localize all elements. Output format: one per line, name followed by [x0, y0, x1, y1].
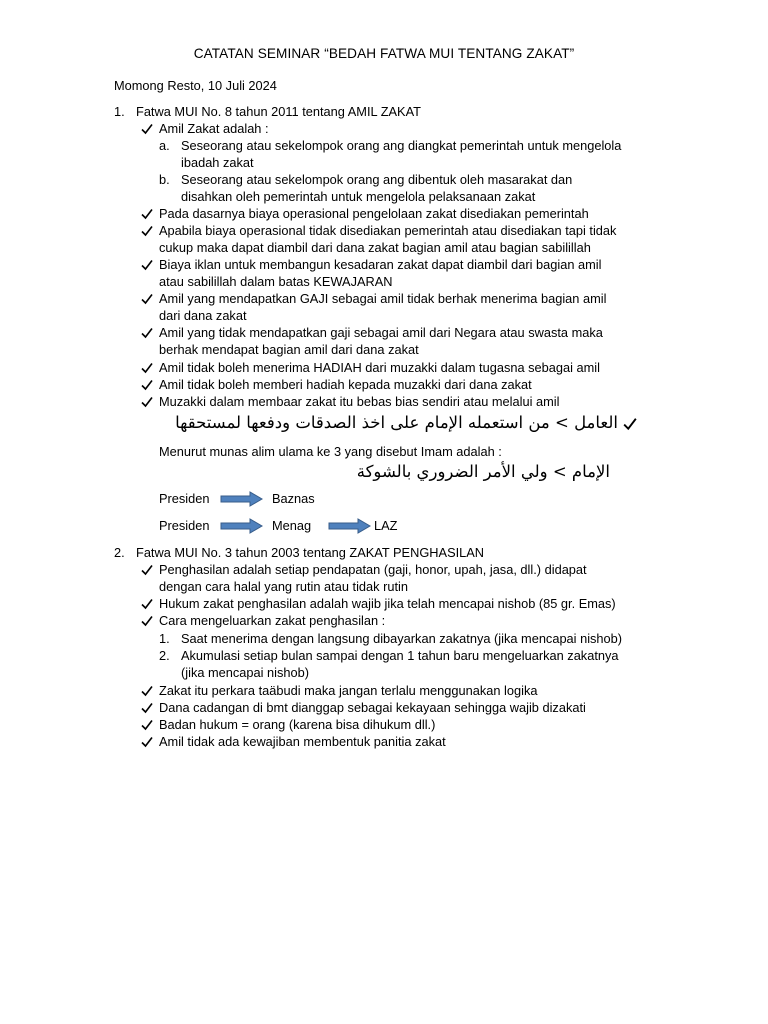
list-item-text: ibadah zakat — [181, 155, 254, 170]
list-marker-b: b. — [159, 172, 170, 187]
checkmark-icon — [141, 123, 153, 135]
bullet-text: Amil tidak boleh menerima HADIAH dari muzakki dalam tugasna sebagai amil — [159, 360, 600, 375]
section-1-number: 1. — [114, 104, 125, 119]
bullet-text: atau sabilillah dalam batas KEWAJARAN — [159, 274, 393, 289]
checkmark-icon — [141, 598, 153, 610]
bullet-text: Dana cadangan di bmt dianggap sebagai kekayaan sehingga wajib dizakati — [159, 700, 586, 715]
list-item-text: disahkan oleh pemerintah untuk mengelola pelaksanaan zakat — [181, 189, 536, 204]
flow-node-baznas: Baznas — [272, 491, 315, 506]
bullet-text: Amil yang tidak mendapatkan gaji sebagai amil dari Negara atau swasta maka — [159, 325, 603, 340]
arabic-definition-amil: العامل > من استعمله الإمام على اخذ الصدقات ودفعها لمستحقها — [175, 413, 618, 432]
checkmark-icon — [141, 259, 153, 271]
flow-node-menag: Menag — [272, 518, 312, 533]
bullet-text: Muzakki dalam membaar zakat itu bebas bias sendiri atau melalui amil — [159, 394, 560, 409]
location-date: Momong Resto, 10 Juli 2024 — [114, 78, 277, 93]
bullet-text: Amil yang mendapatkan GAJI sebagai amil tidak berhak menerima bagian amil — [159, 291, 607, 306]
list-marker-a: a. — [159, 138, 170, 153]
bullet-text: cukup maka dapat diambil dari dana zakat bagian amil atau bagian sabilillah — [159, 240, 591, 255]
arrow-right-icon — [220, 518, 264, 534]
bullet-text: Biaya iklan untuk membangun kesadaran zakat dapat diambil dari bagian amil — [159, 257, 602, 272]
list-item-text: Akumulasi setiap bulan sampai dengan 1 tahun baru mengeluarkan zakatnya — [181, 648, 619, 663]
bullet-text: Hukum zakat penghasilan adalah wajib jika telah mencapai nishob (85 gr. Emas) — [159, 596, 616, 611]
bullet-text: Amil Zakat adalah : — [159, 121, 269, 136]
checkmark-icon — [141, 564, 153, 576]
bullet-text: Badan hukum = orang (karena bisa dihukum dll.) — [159, 717, 436, 732]
list-item-text: Seseorang atau sekelompok orang ang dibentuk oleh masarakat dan — [181, 172, 573, 187]
bullet-text: dengan cara halal yang rutin atau tidak rutin — [159, 579, 408, 594]
list-item-text: (jika mencapai nishob) — [181, 665, 310, 680]
checkmark-icon — [141, 362, 153, 374]
checkmark-icon — [141, 396, 153, 408]
checkmark-icon — [141, 379, 153, 391]
list-marker-2: 2. — [159, 648, 170, 663]
page-title: CATATAN SEMINAR “BEDAH FATWA MUI TENTANG ZAKAT” — [193, 46, 575, 61]
section-1-heading: Fatwa MUI No. 8 tahun 2011 tentang AMIL ZAKAT — [136, 104, 421, 119]
flow-node-presiden: Presiden — [159, 491, 210, 506]
checkmark-icon — [141, 293, 153, 305]
bullet-text: Zakat itu perkara taäbudi maka jangan terlalu menggunakan logika — [159, 683, 538, 698]
arrow-right-icon — [220, 491, 264, 507]
bullet-text: berhak mendapat bagian amil dari dana zakat — [159, 342, 419, 357]
bullet-text: dari dana zakat — [159, 308, 247, 323]
section-2-heading: Fatwa MUI No. 3 tahun 2003 tentang ZAKAT PENGHASILAN — [136, 545, 485, 560]
bullet-text: Cara mengeluarkan zakat penghasilan : — [159, 613, 386, 628]
checkmark-icon — [141, 208, 153, 220]
arrow-right-icon — [328, 518, 372, 534]
bullet-text: Amil tidak boleh memberi hadiah kepada muzakki dari dana zakat — [159, 377, 532, 392]
checkmark-icon — [141, 736, 153, 748]
munas-text: Menurut munas alim ulama ke 3 yang disebut Imam adalah : — [159, 444, 502, 459]
checkmark-icon — [141, 702, 153, 714]
list-marker-1: 1. — [159, 631, 170, 646]
bullet-text: Apabila biaya operasional tidak disediakan pemerintah atau disediakan tapi tidak — [159, 223, 617, 238]
checkmark-icon — [141, 719, 153, 731]
checkmark-icon — [141, 615, 153, 627]
checkmark-icon — [623, 417, 637, 431]
bullet-text: Pada dasarnya biaya operasional pengelolaan zakat disediakan pemerintah — [159, 206, 589, 221]
arabic-definition-imam: الإمام > ولي الأمر الضروري بالشوكة — [356, 462, 610, 481]
list-item-text: Seseorang atau sekelompok orang ang diangkat pemerintah untuk mengelola — [181, 138, 622, 153]
list-item-text: Saat menerima dengan langsung dibayarkan zakatnya (jika mencapai nishob) — [181, 631, 623, 646]
bullet-text: Amil tidak ada kewajiban membentuk panitia zakat — [159, 734, 446, 749]
checkmark-icon — [141, 685, 153, 697]
checkmark-icon — [141, 327, 153, 339]
bullet-text: Penghasilan adalah setiap pendapatan (gaji, honor, upah, jasa, dll.) didapat — [159, 562, 587, 577]
checkmark-icon — [141, 225, 153, 237]
flow-node-laz: LAZ — [374, 518, 398, 533]
section-2-number: 2. — [114, 545, 125, 560]
flow-node-presiden: Presiden — [159, 518, 210, 533]
